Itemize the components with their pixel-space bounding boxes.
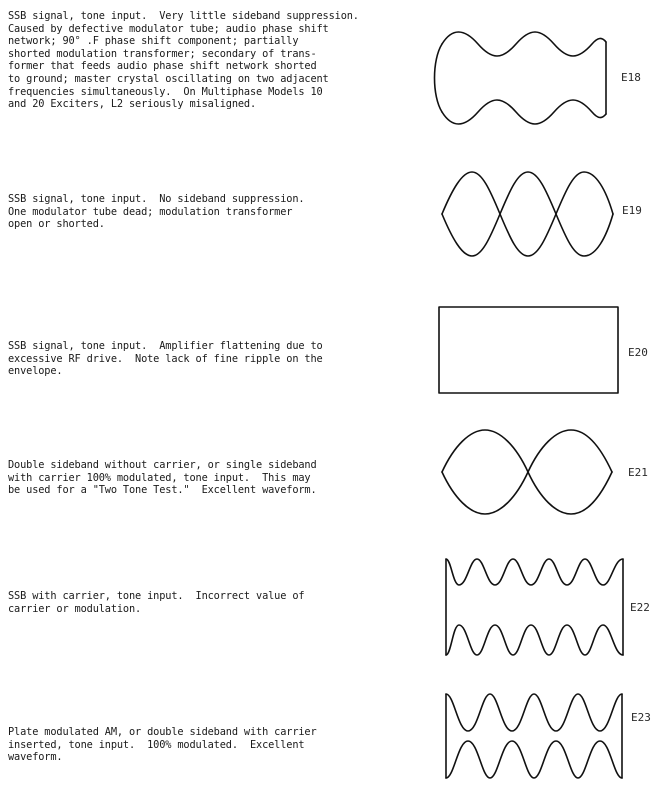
entry-e18-description: SSB signal, tone input. Very little sideband suppression. Caused by defective modulator tube; audio phase shift network; 90° .F phase shift component; partially shorted modulation transformer; secondary of trans- former that feeds audio phase shift network shorted to ground; master crystal oscillating on two adjacent frequencies simultaneously. On Multiphase Models 10 and 20 Exciters, L2 seriously misaligned.: [8, 10, 359, 111]
figure-label-e19: E19: [622, 204, 642, 217]
waveform-e19-upper: [442, 172, 613, 214]
entry-e22-description: SSB with carrier, tone input. Incorrect value of carrier or modulation.: [8, 590, 305, 615]
figure-label-e23: E23: [631, 711, 651, 724]
waveform-e22-upper: [446, 559, 623, 585]
waveform-e21: [440, 428, 620, 516]
waveform-e20-envelope: [439, 307, 618, 393]
figure-label-e18: E18: [621, 71, 641, 84]
waveform-e19: [438, 168, 618, 260]
waveform-e19-lower: [442, 214, 613, 256]
waveform-e18-lower: [442, 100, 606, 124]
waveform-e21-upper: [442, 430, 612, 472]
waveform-e23-upper: [446, 694, 622, 731]
figure-label-e21: E21: [628, 466, 648, 479]
figure-label-e20: E20: [628, 346, 648, 359]
waveform-e22: [442, 553, 627, 661]
entry-e23-description: Plate modulated AM, or double sideband with carrier inserted, tone input. 100% modulated. Excellent waveform.: [8, 726, 317, 764]
waveform-e23: [442, 686, 627, 786]
waveform-e23-lower: [446, 741, 622, 778]
waveform-e20: [437, 305, 622, 397]
waveform-e18-upper: [442, 32, 606, 56]
figure-label-e22: E22: [630, 601, 650, 614]
waveform-e18-left-side: [435, 44, 443, 112]
entry-e19-description: SSB signal, tone input. No sideband suppression. One modulator tube dead; modulation transformer open or shorted.: [8, 193, 305, 231]
entry-e20-description: SSB signal, tone input. Amplifier flattening due to excessive RF drive. Note lack of fine ripple on the envelope.: [8, 340, 323, 378]
waveform-e21-lower: [442, 472, 612, 514]
entry-e21-description: Double sideband without carrier, or single sideband with carrier 100% modulated, tone input. This may be used for a "Two Tone Test." Excellent waveform.: [8, 459, 317, 497]
waveform-e18: [430, 30, 615, 125]
waveform-e22-lower: [446, 625, 623, 655]
